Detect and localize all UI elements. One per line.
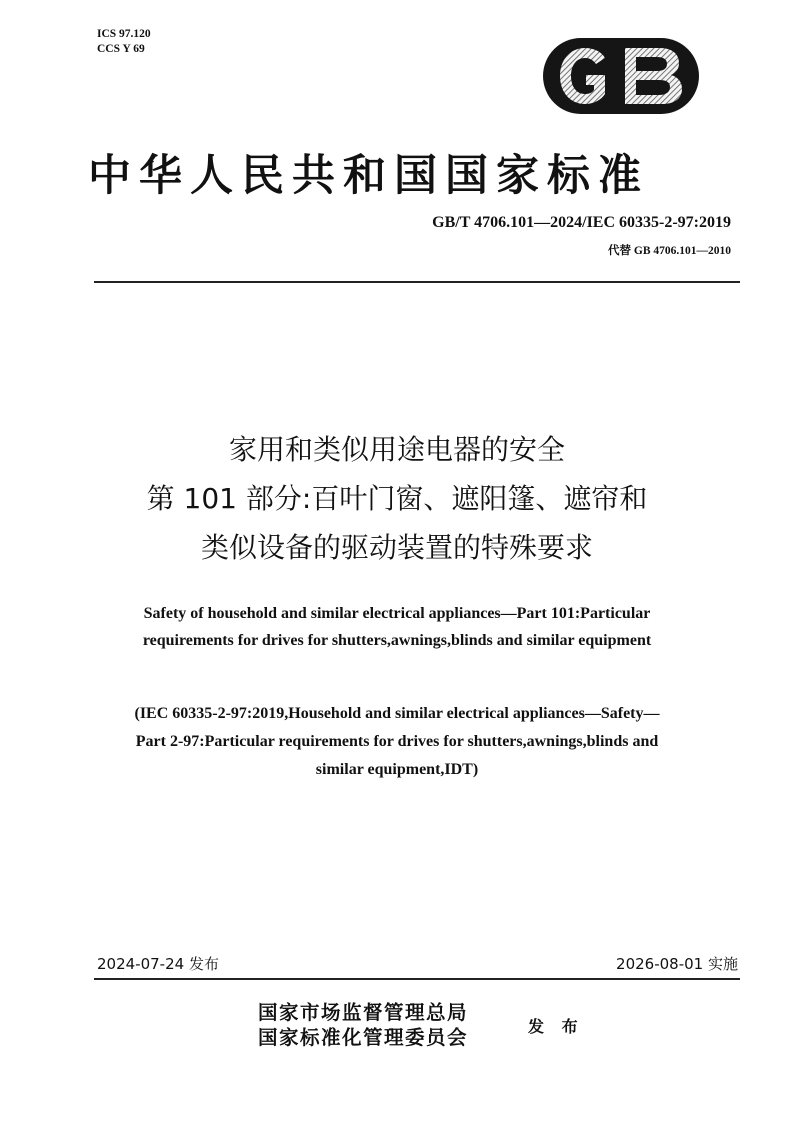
issue-date: 2024-07-24 发布 [97,955,219,973]
english-title [40,600,754,654]
english-title-line-1: Safety of household and similar electrical appliances—Part 101:Particular [143,605,651,622]
publish-label: 发 布 [528,1017,584,1036]
iec-reference-line-2: Part 2-97:Particular requirements for drives for shutters,awnings,blinds and [135,733,659,750]
standard-number: GB/T 4706.101—2024/IEC 60335-2-97:2019 [432,214,731,231]
header-divider [94,281,740,283]
national-standard-title: 中华人民共和国国家标准 [88,151,649,201]
iec-reference [40,700,754,784]
issuer-sac: 国家标准化管理委员会 [258,1026,469,1049]
chinese-title [40,425,754,572]
chinese-title-line-1: 家用和类似用途电器的安全 [228,433,565,466]
ics-code: ICS 97.120 [97,28,151,40]
issuer-samr: 国家市场监督管理总局 [258,1001,469,1024]
footer-divider [94,978,740,980]
replaces-note: 代替 GB 4706.101—2010 [608,245,731,257]
gb-logo [541,36,701,116]
iec-reference-line-1: (IEC 60335-2-97:2019,Household and similar electrical appliances—Safety— [134,705,660,722]
iec-reference-line-3: similar equipment,IDT) [315,761,479,778]
chinese-title-line-2: 第 101 部分:百叶门窗、遮阳篷、遮帘和 [146,482,648,515]
english-title-line-2: requirements for drives for shutters,awnings,blinds and similar equipment [142,632,652,649]
issuing-authorities [258,1000,468,1050]
implementation-date: 2026-08-01 实施 [616,955,738,973]
classification-codes [97,27,151,57]
chinese-title-line-3: 类似设备的驱动装置的特殊要求 [200,531,593,564]
ccs-code: CCS Y 69 [97,43,145,55]
